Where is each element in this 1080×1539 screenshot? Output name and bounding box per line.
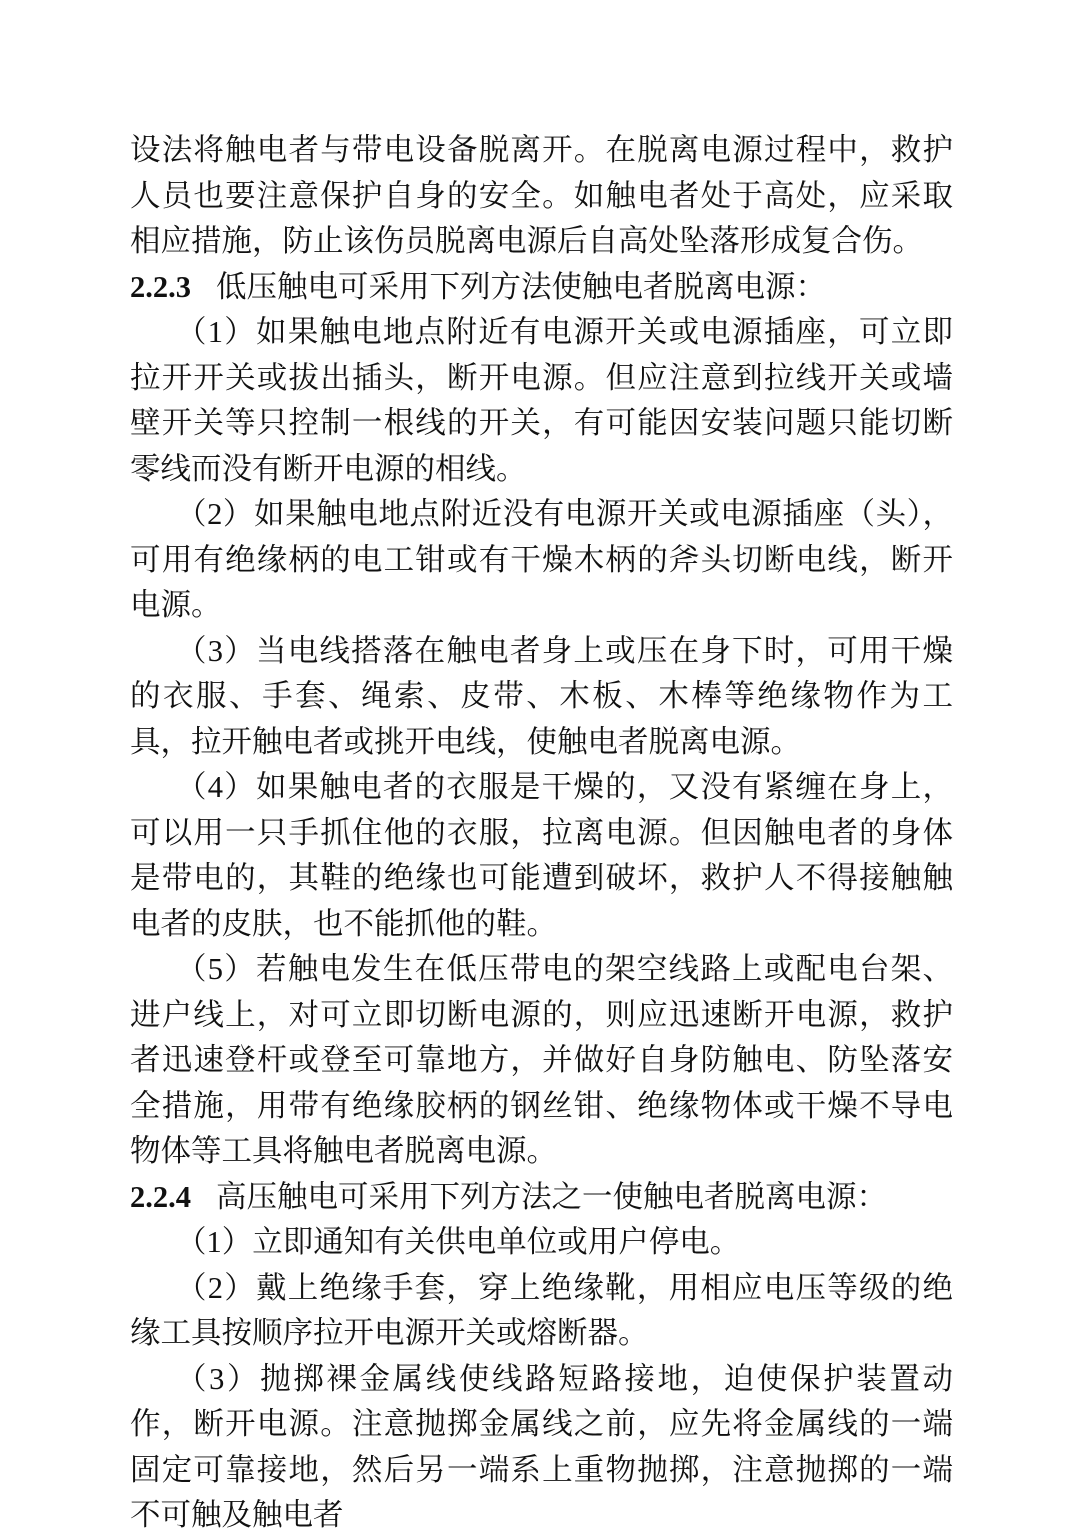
item-text: 当电线搭落在触电者身上或压在身下时，可用干燥的衣服、手套、绳索、皮带、木板、木棒等绝缘物作为工具，拉开触电者或挑开电线，使触电者脱离电源。 bbox=[130, 633, 953, 760]
item-marker: （3） bbox=[176, 633, 256, 668]
item-marker: （5） bbox=[176, 952, 256, 986]
item-text: 若触电发生在低压带电的架空线路上或配电台架、进户线上，对可立即切断电源的，则应迅速断开电源，救护者迅速登杆或登至可靠地方，并做好自身防触电、防坠落安全措施，用带有绝缘胶柄的钢丝钳、绝缘物体或干燥不导电物体等工具将触电者脱离电源。 bbox=[130, 952, 953, 1169]
item-text: 如果触电地点附近有电源开关或电源插座，可立即拉开开关或拔出插头，断开电源。但应注意到拉线开关或墙壁开关等只控制一根线的开关，有可能因安装问题只能切断零线而没有断开电源的相线。 bbox=[130, 315, 953, 487]
intro-text: 设法将触电者与带电设备脱离开。在脱离电源过程中，救护人员也要注意保护自身的安全。如触电者处于高处，应采取相应措施，防止该伤员脱离电源后自高处坠落形成复合伤。 bbox=[130, 133, 953, 259]
item-text: 立即通知有关供电单位或用户停电。 bbox=[252, 1225, 741, 1260]
list-item bbox=[130, 765, 953, 947]
document-page bbox=[130, 128, 953, 1539]
section-title: 高压触电可采用下列方法之一使触电者脱离电源： bbox=[216, 1179, 887, 1215]
list-item bbox=[130, 310, 953, 492]
section-number: 2.2.3 bbox=[130, 269, 191, 304]
section-number: 2.2.4 bbox=[130, 1179, 191, 1214]
list-item bbox=[130, 492, 953, 629]
item-marker: （2） bbox=[176, 497, 254, 531]
intro-paragraph bbox=[130, 128, 953, 265]
item-text: 抛掷裸金属线使线路短路接地，迫使保护装置动作，断开电源。注意抛掷金属线之前，应先将金属线的一端固定可靠接地，然后另一端系上重物抛掷，注意抛掷的一端不可触及触电者 bbox=[130, 1361, 953, 1533]
item-text: 如果触电地点附近没有电源开关或电源插座（头），可用有绝缘柄的电工钳或有干燥木柄的斧头切断电线，断开电源。 bbox=[130, 497, 954, 623]
list-item bbox=[130, 1266, 953, 1357]
item-marker: （4） bbox=[176, 770, 256, 804]
item-text: 如果触电者的衣服是干燥的，又没有紧缠在身上，可以用一只手抓住他的衣服，拉离电源。但因触电者的身体是带电的，其鞋的绝缘也可能遭到破坏，救护人不得接触触电者的皮肤，也不能抓他的鞋。 bbox=[130, 770, 953, 942]
list-item bbox=[130, 629, 953, 766]
list-item bbox=[130, 1357, 953, 1539]
item-marker: （1） bbox=[176, 315, 256, 349]
item-marker: （1） bbox=[176, 1225, 253, 1259]
item-text: 戴上绝缘手套，穿上绝缘靴，用相应电压等级的绝缘工具按顺序拉开电源开关或熔断器。 bbox=[130, 1270, 953, 1351]
item-marker: （2） bbox=[176, 1270, 256, 1305]
item-marker: （3） bbox=[176, 1361, 261, 1396]
list-item bbox=[130, 947, 953, 1175]
section-title: 低压触电可采用下列方法使触电者脱离电源： bbox=[216, 269, 826, 305]
section-heading-2-2-3 bbox=[130, 265, 953, 311]
list-item bbox=[130, 1220, 953, 1266]
section-heading-2-2-4 bbox=[130, 1175, 953, 1221]
